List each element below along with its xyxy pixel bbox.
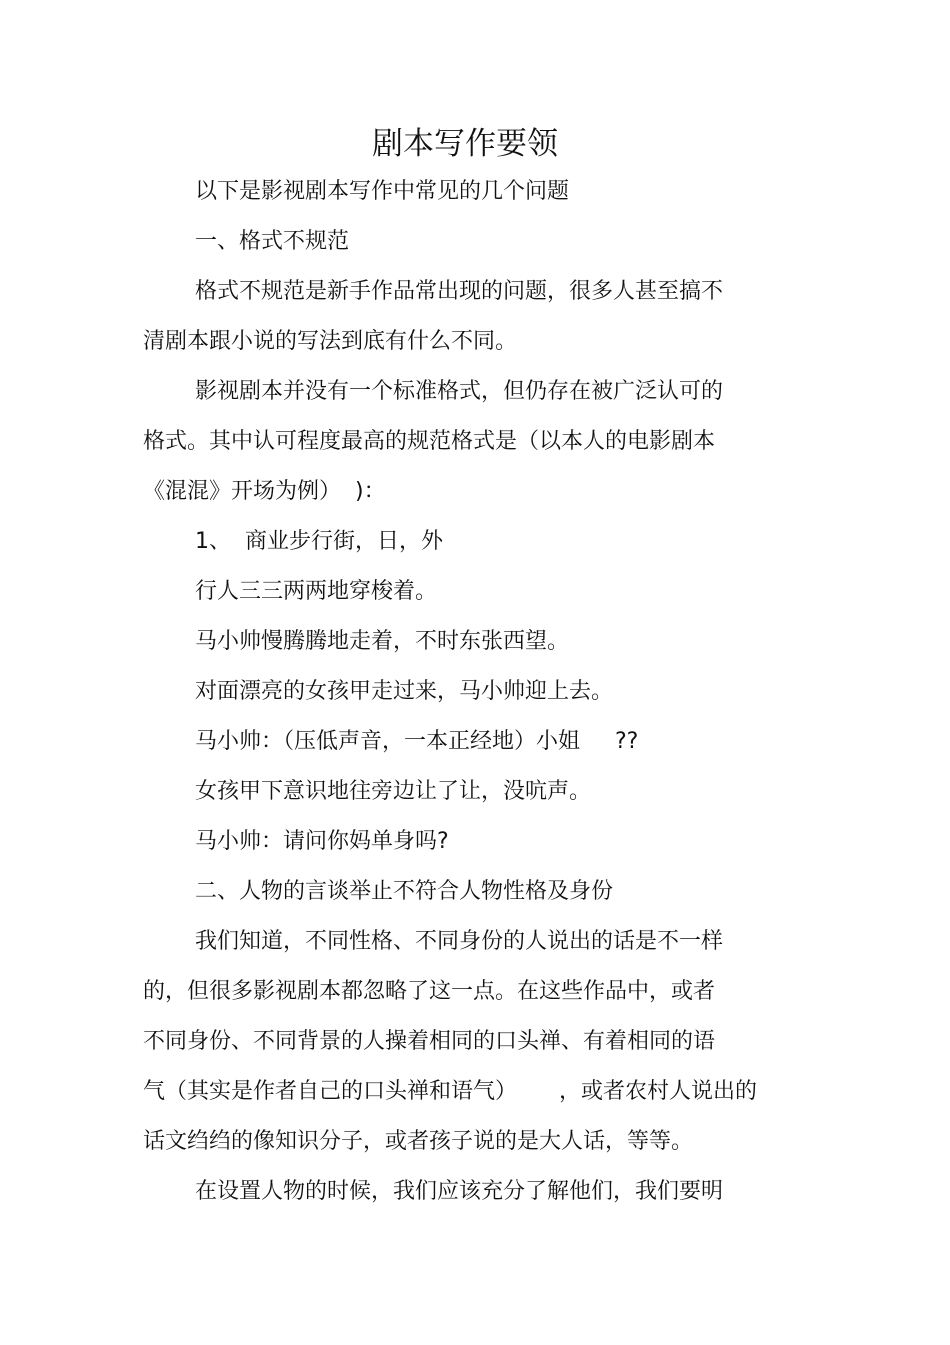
script-line: 对面漂亮的女孩甲走过来，马小帅迎上去。 [195,679,614,704]
paragraph-line: 格式。其中认可程度最高的规范格式是（以本人的电影剧本 [143,429,716,454]
paragraph-line: 的，但很多影视剧本都忽略了这一点。在这些作品中，或者 [143,979,716,1004]
paragraph-line: 气（其实是作者自己的口头禅和语气） ，或者农村人说出的 [143,1079,757,1104]
paragraph-line: 《混混》开场为例） )： [143,479,386,504]
script-line: 马小帅慢腾腾地走着，不时东张西望。 [195,629,570,654]
paragraph-line: 我们知道，不同性格、不同身份的人说出的话是不一样 [195,929,724,954]
section-heading: 二、人物的言谈举止不符合人物性格及身份 [195,879,614,904]
paragraph-line: 话文绉绉的像知识分子，或者孩子说的是大人话，等等。 [143,1129,694,1154]
paragraph-line: 以下是影视剧本写作中常见的几个问题 [195,179,570,204]
paragraph-line: 清剧本跟小说的写法到底有什么不同。 [143,329,518,354]
paragraph-line: 影视剧本并没有一个标准格式，但仍存在被广泛认可的 [195,379,724,404]
paragraph-line: 在设置人物的时候，我们应该充分了解他们，我们要明 [195,1179,724,1204]
paragraph-line: 格式不规范是新手作品常出现的问题，很多人甚至搞不 [195,279,724,304]
paragraph-line: 不同身份、不同背景的人操着相同的口头禅、有着相同的语 [143,1029,716,1054]
script-line: 马小帅：请问你妈单身吗? [195,829,449,854]
section-heading: 一、格式不规范 [195,229,350,254]
script-scene-heading: 1、 商业步行街，日，外 [195,529,443,554]
script-line: 马小帅：（压低声音，一本正经地）小姐 ?? [195,729,639,754]
document-title: 剧本写作要领 [372,126,558,162]
script-line: 女孩甲下意识地往旁边让了让，没吭声。 [195,779,592,804]
script-line: 行人三三两两地穿梭着。 [195,579,438,604]
